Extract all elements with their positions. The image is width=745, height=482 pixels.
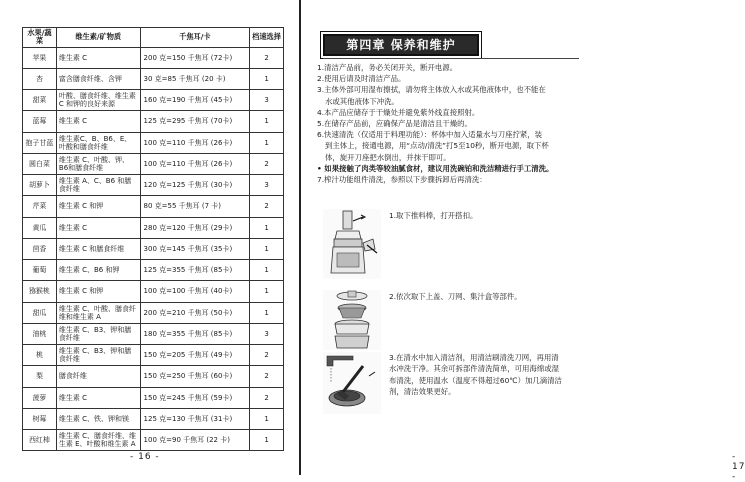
step3-text [389,352,585,398]
cell-vitamins: 维生素 C、叶酸、膳食纤维和维生素 A [56,302,140,323]
table-row [23,132,284,153]
step1-juicer-illustration [323,209,381,279]
cell-calories: 200 克=210 千焦耳 (50卡) [140,302,250,323]
juicer-parts-icon [323,290,381,350]
cell-speed: 1 [250,238,284,259]
cell-speed: 1 [250,281,284,302]
cell-fruit-name: 菠萝 [23,387,57,408]
instruction-line: 4.本产品应储存于干燥处并避免紫外线直接照射。 [317,107,480,117]
juicer-open-icon [323,209,381,279]
care-instructions [317,62,589,185]
cell-speed: 3 [250,323,284,344]
step3-line: 3.在清水中加入清洁剂，用清洁刷清洗刀网，再用清 [389,353,559,362]
cell-fruit-name: 甜菜 [23,90,57,111]
table-row [23,430,284,451]
cell-fruit-name: 蓝莓 [23,111,57,132]
cell-vitamins: 维生素 C [56,47,140,68]
nutrition-table [22,27,284,451]
cell-vitamins: 维生素 C 和钾 [56,196,140,217]
cleaning-brush-icon [323,352,381,414]
right-page [301,0,745,482]
table-body [23,47,284,451]
cell-calories: 150 克=205 千焦耳 (49卡) [140,345,250,366]
left-page [0,0,299,475]
instruction-line: 到主体上，接通电源，用“点动/清洗”打5至10秒，断开电源，取下杯 [325,141,549,151]
cell-speed: 1 [250,132,284,153]
cell-speed: 1 [250,217,284,238]
table-header-row [23,28,284,48]
cell-calories: 280 克=120 千焦耳 (29卡) [140,217,250,238]
page-number-right: - 17 - [732,452,745,482]
table-row [23,408,284,429]
cell-calories: 125 克=355 千焦耳 (85卡) [140,260,250,281]
instruction-line: 7.榨汁功能组件清洗，参照以下步骤拆卸后再清洗： [317,175,487,185]
step2-parts-illustration [323,290,381,350]
table-row [23,217,284,238]
table-row [23,68,284,89]
cell-speed: 1 [250,111,284,132]
step3-line: 剂，清洁效果更好。 [389,387,456,397]
instruction-line: 6.快速清洗（仅适用于料理功能）：杯体中加入适量水与刀座拧紧，装 [317,130,543,140]
header-fruit-vegetable: 水果/蔬菜 [23,28,57,48]
step3-line: 布清洗，使用温水（温度不得超过60℃）加几滴清洁 [389,375,562,385]
instruction-line: 体，旋开刀座把水倒出，并抹干即可。 [325,152,451,162]
cell-speed: 1 [250,260,284,281]
table-row [23,90,284,111]
cell-fruit-name: 油桃 [23,323,57,344]
cell-fruit-name: 圆白菜 [23,153,57,174]
cell-calories: 100 克=110 千焦耳 (26卡) [140,153,250,174]
table-row [23,175,284,196]
cell-vitamins: 膳食纤维 [56,366,140,387]
header-speed-selection: 档速选择 [250,28,284,48]
cell-speed: 1 [250,68,284,89]
cell-fruit-name: 苹果 [23,47,57,68]
chapter-title: 第四章 保养和维护 [323,34,479,56]
cell-speed: 2 [250,196,284,217]
cell-vitamins: 维生素 C [56,387,140,408]
cell-vitamins: 维生素C、B、B6、E、叶酸和膳食纤维 [56,132,140,153]
cell-vitamins: 维生素 C 和钾 [56,281,140,302]
cell-speed: 2 [250,366,284,387]
table-row [23,323,284,344]
cell-calories: 125 克=130 千焦耳 (31卡) [140,408,250,429]
cell-speed: 1 [250,430,284,451]
cell-speed: 3 [250,90,284,111]
cell-calories: 180 克=355 千焦耳 (85卡) [140,323,250,344]
cell-calories: 200 克=150 千焦耳 (72卡) [140,47,250,68]
cell-vitamins: 维生素 C、B3、钾和膳食纤维 [56,345,140,366]
cell-vitamins: 维生素 C、B6 和钾 [56,260,140,281]
cell-fruit-name: 梨 [23,366,57,387]
table-row [23,238,284,259]
cell-vitamins: 维生素 A、C、B6 和膳食纤维 [56,175,140,196]
cell-fruit-name: 桃 [23,345,57,366]
table-row [23,345,284,366]
cell-vitamins: 富含膳食纤维、含钾 [56,68,140,89]
chapter-rule [323,58,579,59]
cell-fruit-name: 甜瓜 [23,302,57,323]
cell-calories: 80 克=55 千焦耳 (7 卡) [140,196,250,217]
table-row [23,260,284,281]
instruction-line: 1.清洁产品前，务必关闭开关，断开电源。 [317,63,458,72]
cell-calories: 120 克=125 千焦耳 (30卡) [140,175,250,196]
instruction-line: • 如果接触了肉类等较油腻食材，建议用洗碗铂和洗洁精进行手工清洗。 [317,163,554,173]
table-row [23,153,284,174]
cell-vitamins: 维生素 C 和膳食纤维 [56,238,140,259]
instruction-line: 2.使用后请及时清洁产品。 [317,74,406,84]
cell-speed: 2 [250,47,284,68]
table-row [23,281,284,302]
table-row [23,366,284,387]
header-kilojoules-calories: 千焦耳/卡 [140,28,250,48]
cell-speed: 1 [250,408,284,429]
cell-fruit-name: 西红柿 [23,430,57,451]
cell-calories: 125 克=295 千焦耳 (70卡) [140,111,250,132]
cell-speed: 2 [250,387,284,408]
table-row [23,47,284,68]
cell-fruit-name: 抱子甘蓝 [23,132,57,153]
step3-line: 水冲洗干净。其余可拆部件清洗简单，可用海绵或湿 [389,364,559,374]
cell-fruit-name: 茴香 [23,238,57,259]
cell-fruit-name: 胡萝卜 [23,175,57,196]
cell-calories: 150 克=250 千焦耳 (60卡) [140,366,250,387]
step3-cleaning-illustration [323,352,381,414]
cell-vitamins: 维生素 C、叶酸、钾、B6和膳食纤维 [56,153,140,174]
cell-calories: 160 克=190 千焦耳 (45卡) [140,90,250,111]
cell-calories: 100 克=90 千焦耳 (22 卡) [140,430,250,451]
cell-calories: 100 克=100 千焦耳 (40卡) [140,281,250,302]
cell-vitamins: 叶酸、膳食纤维、维生素 C 和钾的良好来源 [56,90,140,111]
instruction-line: 水或其他液体下冲洗。 [325,96,399,106]
cell-vitamins: 维生素 C、B3、钾和膳食纤维 [56,323,140,344]
table-row [23,196,284,217]
cell-vitamins: 维生素 C、膳食纤维、维生素 E、叶酸和维生素 A [56,430,140,451]
cell-fruit-name: 树莓 [23,408,57,429]
cell-speed: 2 [250,153,284,174]
cell-fruit-name: 黄瓜 [23,217,57,238]
cell-calories: 300 克=145 千焦耳 (35卡) [140,238,250,259]
cell-vitamins: 维生素 C [56,217,140,238]
cell-speed: 1 [250,302,284,323]
cell-calories: 100 克=110 千焦耳 (26卡) [140,132,250,153]
table-row [23,111,284,132]
cell-fruit-name: 猕猴桃 [23,281,57,302]
table-row [23,387,284,408]
step2-text: 2.依次取下上盖、刀网、集汁盒等部件。 [389,292,522,301]
table-row [23,302,284,323]
cell-speed: 3 [250,175,284,196]
page-number-left: - 16 - [130,452,160,462]
cell-vitamins: 维生素 C、铁、钾和镁 [56,408,140,429]
header-vitamins-minerals: 维生素/矿物质 [56,28,140,48]
step1-text: 1.取下推料棒，打开搭扣。 [389,211,478,220]
instruction-line: 5.在储存产品前，应确保产品是清洁且干燥的。 [317,119,472,129]
cell-fruit-name: 芹菜 [23,196,57,217]
cell-vitamins: 维生素 C [56,111,140,132]
cell-fruit-name: 杏 [23,68,57,89]
cell-fruit-name: 葡萄 [23,260,57,281]
cell-calories: 30 克=85 千焦耳 (20 卡) [140,68,250,89]
cell-calories: 150 克=245 千焦耳 (59卡) [140,387,250,408]
instruction-line: 3.主体外部可用湿布擦拭，请勿将主体放入水或其他液体中，也不能在 [317,85,546,95]
cell-speed: 2 [250,345,284,366]
